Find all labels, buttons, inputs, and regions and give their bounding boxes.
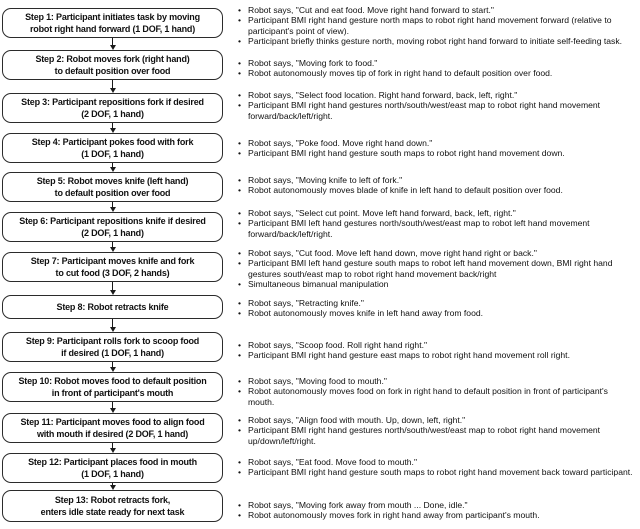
flow-step-box-7 (2, 252, 223, 282)
bullet-group-step-8 (238, 298, 636, 319)
flow-step-box-9 (2, 332, 223, 362)
step-box-text: (2 DOF, 1 hand) (81, 228, 144, 238)
step-box-text: Step 4: Participant pokes food with fork (31, 136, 194, 147)
bullet-dot-icon: • (238, 248, 242, 258)
step-box-text: Step 12: Participant places food in mouth (28, 456, 197, 467)
bullet-text: Participant BMI right hand gestures north/south/west/east map to robot right hand movement forward/back/left/right. (248, 100, 601, 121)
bullet-item (238, 208, 636, 218)
step-box-text: Step 3: Participant repositions fork if desired (21, 96, 204, 107)
bullet-text: Robot says, "Scoop food. Roll right hand right." (248, 340, 428, 350)
bullet-group-step-12 (238, 457, 636, 478)
bullet-text: Simultaneous bimanual manipulation (248, 279, 389, 290)
bullet-item (238, 258, 636, 279)
flow-step-box-10 (2, 372, 223, 402)
bullet-dot-icon: • (238, 208, 242, 218)
down-arrow-icon (2, 443, 223, 453)
step-box-text: Step 9: Participant rolls fork to scoop food (25, 335, 200, 346)
bullet-text: Participant BMI left hand gestures north/south/west/east map to robot left hand movement forward/back/left/right. (248, 218, 590, 239)
bullet-text: Participant BMI right hand gesture south maps to robot right hand movement back toward participant. (248, 467, 633, 478)
bullet-text: Robot says, "Moving knife to left of fork." (248, 175, 403, 185)
bullet-group-step-6 (238, 208, 636, 239)
bullet-dot-icon: • (238, 386, 242, 397)
step-box-text: in front of participant's mouth (51, 388, 174, 398)
bullet-group-step-10 (238, 376, 636, 407)
down-arrow-icon (2, 483, 223, 490)
bullet-item (238, 185, 636, 195)
flow-step-box-1 (2, 8, 223, 38)
bullet-text: Participant BMI left hand gesture south maps to robot left hand movement down, BMI right hand gestures south/east map to robot right hand movement back/right (248, 258, 613, 279)
bullet-group-step-4 (238, 138, 636, 159)
step-box-text: Step 1: Participant initiates task by moving (25, 11, 200, 22)
bullet-text: Robot says, "Moving food to mouth." (248, 376, 387, 386)
bullet-dot-icon: • (238, 58, 242, 68)
bullet-item (238, 510, 636, 520)
bullet-dot-icon: • (238, 100, 242, 111)
bullet-dot-icon: • (238, 298, 242, 308)
bullet-dot-icon: • (238, 258, 242, 269)
bullet-item (238, 90, 636, 100)
arrow-stem (112, 80, 114, 88)
step-box-text: (1 DOF, 1 hand) (81, 149, 144, 159)
flow-step-box-8 (2, 295, 223, 319)
bullet-item (238, 340, 636, 350)
flow-step-box-3 (2, 93, 223, 123)
bullet-item (238, 415, 636, 425)
down-arrow-icon (2, 123, 223, 133)
step-box-text: Step 10: Robot moves food to default position (18, 375, 207, 386)
down-arrow-icon (2, 319, 223, 332)
step-box-text: robot right hand forward (1 DOF, 1 hand) (30, 24, 195, 34)
down-arrow-icon (2, 362, 223, 372)
bullet-dot-icon: • (238, 415, 242, 425)
bullet-group-step-2 (238, 58, 636, 79)
bullet-item (238, 308, 636, 318)
bullet-item (238, 218, 636, 239)
bullet-text: Robot says, "Poke food. Move right hand down." (248, 138, 433, 148)
down-arrow-icon (2, 402, 223, 413)
step-box-text: Step 8: Robot retracts knife (56, 301, 169, 312)
bullet-dot-icon: • (238, 90, 242, 100)
bullet-item (238, 58, 636, 68)
step-box-text: with mouth if desired (2 DOF, 1 hand) (36, 429, 189, 439)
step-box-text: Step 2: Robot moves fork (right hand) (35, 53, 190, 64)
bullet-text: Robot says, "Select food location. Right hand forward, back, left, right." (248, 90, 518, 100)
bullet-text: Participant BMI right hand gesture south maps to robot right hand movement down. (248, 148, 565, 159)
bullet-group-step-7 (238, 248, 636, 290)
flow-step-box-4 (2, 133, 223, 163)
bullet-dot-icon: • (238, 148, 242, 159)
bullet-text: Robot says, "Cut and eat food. Move right hand forward to start." (248, 5, 494, 15)
step-box-text: Step 7: Participant moves knife and fork (30, 255, 195, 266)
down-arrow-icon (2, 202, 223, 212)
bullet-dot-icon: • (238, 457, 242, 467)
bullet-group-step-3 (238, 90, 636, 121)
bullet-group-step-11 (238, 415, 636, 446)
bullet-text: Robot says, "Align food with mouth. Up, down, left, right." (248, 415, 466, 425)
bullet-item (238, 386, 636, 407)
step-box-text: Step 6: Participant repositions knife if desired (19, 215, 206, 226)
bullet-dot-icon: • (238, 467, 242, 478)
bullet-item (238, 15, 636, 36)
bullet-dot-icon: • (238, 218, 242, 229)
bullet-text: Robot says, "Retracting knife." (248, 298, 364, 308)
bullet-dot-icon: • (238, 308, 242, 319)
bullet-dot-icon: • (238, 510, 242, 521)
bullet-text: Participant briefly thinks gesture north, moving robot right hand forward to initiate self-feeding task. (248, 36, 623, 47)
bullet-text: Participant BMI right hand gesture north maps to robot right hand movement forward (relative to participant's point of view). (248, 15, 612, 36)
bullet-item (238, 298, 636, 308)
bullet-text: Robot autonomously moves food on fork in right hand to default position in front of participant's mouth. (248, 386, 608, 407)
step-box-text: to default position over food (54, 66, 171, 76)
step-box-text: (2 DOF, 1 hand) (81, 109, 144, 119)
bullet-item (238, 500, 636, 510)
bullet-item (238, 457, 636, 467)
bullet-item (238, 248, 636, 258)
arrow-stem (112, 38, 114, 45)
bullet-text: Robot autonomously moves blade of knife in left hand to default position over food. (248, 185, 563, 196)
down-arrow-icon (2, 242, 223, 252)
bullet-dot-icon: • (238, 500, 242, 510)
bullet-text: Robot autonomously moves knife in left hand away from food. (248, 308, 484, 319)
bullet-group-step-9 (238, 340, 636, 361)
bullet-dot-icon: • (238, 376, 242, 386)
flow-step-box-11 (2, 413, 223, 443)
step-box-text: to default position over food (54, 188, 171, 198)
bullet-item (238, 36, 636, 46)
bullet-text: Robot autonomously moves fork in right hand away from participant's mouth. (248, 510, 540, 521)
bullet-item (238, 467, 636, 477)
bullet-text: Robot says, "Cut food. Move left hand down, move right hand right or back." (248, 248, 537, 258)
bullet-text: Robot says, "Select cut point. Move left hand forward, back, left, right." (248, 208, 516, 218)
down-arrow-icon (2, 80, 223, 93)
bullet-text: Robot says, "Moving fork to food." (248, 58, 378, 68)
bullet-item (238, 376, 636, 386)
bullet-item (238, 425, 636, 446)
step-box-text: to cut food (3 DOF, 2 hands) (55, 268, 170, 278)
flow-step-box-6 (2, 212, 223, 242)
flow-step-box-13 (2, 490, 223, 522)
step-box-text: Step 5: Robot moves knife (left hand) (36, 175, 189, 186)
bullet-group-step-13 (238, 500, 636, 521)
bullet-text: Participant BMI right hand gestures north/south/west/east map to robot right hand movement up/down/left/right. (248, 425, 601, 446)
bullet-text: Robot says, "Eat food. Move food to mouth." (248, 457, 417, 467)
bullet-item (238, 100, 636, 121)
bullet-item (238, 5, 636, 15)
arrow-stem (112, 319, 114, 327)
step-box-text: Step 13: Robot retracts fork, (54, 494, 171, 505)
bullet-dot-icon: • (238, 15, 242, 26)
bullet-item (238, 148, 636, 158)
bullet-dot-icon: • (238, 425, 242, 436)
down-arrow-icon (2, 282, 223, 295)
flow-step-box-2 (2, 50, 223, 80)
step-box-text: (1 DOF, 1 hand) (81, 469, 144, 479)
bullet-text: Robot autonomously moves tip of fork in right hand to default position over food. (248, 68, 553, 79)
step-box-text: if desired (1 DOF, 1 hand) (61, 348, 164, 358)
bullet-dot-icon: • (238, 350, 242, 361)
step-box-text: enters idle state ready for next task (40, 507, 185, 517)
bullet-dot-icon: • (238, 185, 242, 196)
bullet-text: Participant BMI right hand gesture east maps to robot right hand movement roll right. (248, 350, 570, 361)
bullet-item (238, 68, 636, 78)
bullet-item (238, 138, 636, 148)
bullet-dot-icon: • (238, 36, 242, 47)
bullet-item (238, 350, 636, 360)
bullet-item (238, 175, 636, 185)
flow-step-box-5 (2, 172, 223, 202)
bullet-dot-icon: • (238, 5, 242, 15)
bullet-item (238, 279, 636, 289)
down-arrow-icon (2, 163, 223, 172)
bullet-dot-icon: • (238, 138, 242, 148)
flow-step-box-12 (2, 453, 223, 483)
bullet-dot-icon: • (238, 175, 242, 185)
bullet-dot-icon: • (238, 279, 242, 290)
bullet-dot-icon: • (238, 68, 242, 79)
bullet-group-step-5 (238, 175, 636, 196)
bullet-dot-icon: • (238, 340, 242, 350)
bullet-text: Robot says, "Moving fork away from mouth ... Done, idle." (248, 500, 468, 510)
bullet-group-step-1 (238, 5, 636, 47)
step-box-text: Step 11: Participant moves food to align food (20, 416, 205, 427)
arrow-stem (112, 282, 114, 290)
down-arrow-icon (2, 38, 223, 50)
